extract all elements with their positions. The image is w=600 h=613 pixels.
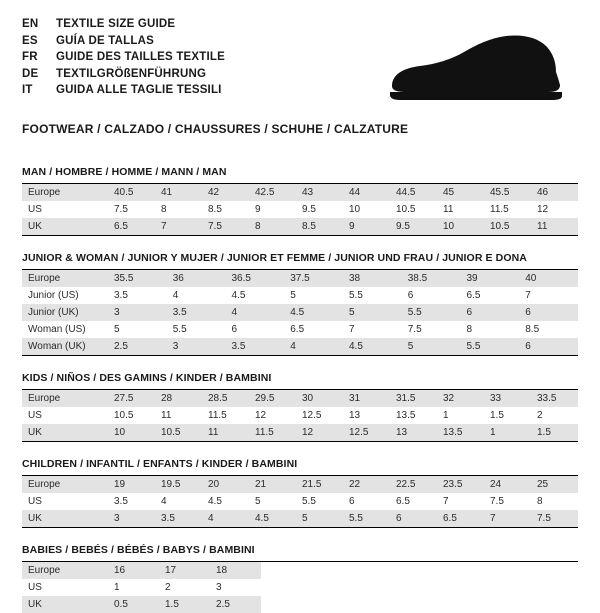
row-label: Europe bbox=[22, 184, 108, 201]
cell: 10.5 bbox=[155, 424, 202, 441]
cell: 6.5 bbox=[437, 510, 484, 527]
cell: 7 bbox=[443, 496, 449, 507]
size-table-kids bbox=[22, 390, 578, 441]
table-row bbox=[22, 476, 578, 493]
section-rule bbox=[22, 235, 578, 236]
size-table-man bbox=[22, 184, 578, 235]
size-table-babies bbox=[22, 562, 578, 613]
language-code: ES bbox=[22, 34, 38, 47]
cell: 10 bbox=[349, 204, 361, 215]
cell: 4.5 bbox=[343, 338, 402, 355]
section-title: JUNIOR & WOMAN / JUNIOR Y MUJER / JUNIOR ET FEMME / JUNIOR UND FRAU / JUNIOR E DONA bbox=[22, 252, 578, 270]
cell: 3.5 bbox=[114, 496, 128, 507]
cell: 33.5 bbox=[531, 390, 578, 407]
cell: 40.5 bbox=[108, 184, 155, 201]
language-title: TEXTILGRÖßENFÜHRUNG bbox=[56, 67, 207, 80]
row-label: Europe bbox=[22, 476, 108, 493]
language-code: IT bbox=[22, 84, 33, 96]
cell: 11 bbox=[531, 218, 578, 235]
cell: 6 bbox=[461, 304, 520, 321]
cell: 9.5 bbox=[302, 204, 316, 215]
cell: 12 bbox=[296, 424, 343, 441]
language-row bbox=[22, 49, 225, 66]
cell: 19.5 bbox=[155, 476, 202, 493]
cell: 22.5 bbox=[390, 476, 437, 493]
cell: 46 bbox=[531, 184, 578, 201]
cell: 11.5 bbox=[249, 424, 296, 441]
cell: 12.5 bbox=[343, 424, 390, 441]
language-row bbox=[22, 16, 225, 33]
cell: 9 bbox=[255, 204, 261, 215]
section-title: BABIES / BEBÉS / BÉBÉS / BABYS / BAMBINI bbox=[22, 544, 578, 562]
cell: 31 bbox=[343, 390, 390, 407]
cell: 13.5 bbox=[396, 410, 416, 421]
row-label: Junior (US) bbox=[28, 290, 79, 301]
size-table-junior-woman bbox=[22, 270, 578, 355]
row-label: UK bbox=[22, 424, 108, 441]
cell-empty bbox=[261, 562, 578, 579]
cell: 8 bbox=[466, 324, 473, 335]
cell: 4 bbox=[161, 496, 167, 507]
cell: 21.5 bbox=[296, 476, 343, 493]
table-row bbox=[22, 321, 578, 338]
cell: 18 bbox=[210, 562, 261, 579]
cell: 3 bbox=[216, 582, 222, 593]
cell: 44.5 bbox=[390, 184, 437, 201]
language-title: GUIDA ALLE TAGLIE TESSILI bbox=[56, 84, 222, 96]
cell: 13.5 bbox=[437, 424, 484, 441]
cell: 11.5 bbox=[208, 410, 227, 421]
cell: 1 bbox=[443, 410, 449, 421]
cell: 38 bbox=[343, 270, 402, 287]
cell: 31.5 bbox=[390, 390, 437, 407]
cell: 3.5 bbox=[226, 338, 285, 355]
table-row bbox=[22, 218, 578, 235]
cell: 12 bbox=[537, 204, 549, 215]
cell: 5 bbox=[255, 496, 261, 507]
section-rule bbox=[22, 441, 578, 442]
cell: 7 bbox=[155, 218, 202, 235]
cell: 1.5 bbox=[159, 596, 210, 613]
cell: 13 bbox=[349, 410, 361, 421]
cell: 6.5 bbox=[108, 218, 155, 235]
language-title: TEXTILE SIZE GUIDE bbox=[56, 18, 176, 30]
cell: 8 bbox=[249, 218, 296, 235]
cell: 17 bbox=[159, 562, 210, 579]
cell: 6 bbox=[349, 496, 355, 507]
section-junior-woman bbox=[22, 252, 578, 356]
cell: 1 bbox=[114, 582, 120, 593]
cell: 20 bbox=[202, 476, 249, 493]
cell: 6.5 bbox=[466, 290, 481, 301]
cell: 9.5 bbox=[390, 218, 437, 235]
cell: 24 bbox=[484, 476, 531, 493]
cell: 13 bbox=[390, 424, 437, 441]
table-row bbox=[22, 201, 578, 218]
cell: 11 bbox=[161, 410, 172, 421]
cell: 5.5 bbox=[302, 496, 316, 507]
cell: 5 bbox=[343, 304, 402, 321]
table-row bbox=[22, 407, 578, 424]
cell: 1.5 bbox=[531, 424, 578, 441]
cell: 5.5 bbox=[172, 324, 187, 335]
cell-empty bbox=[261, 579, 578, 596]
cell: 33 bbox=[484, 390, 531, 407]
row-label: US bbox=[28, 582, 42, 593]
cell: 4.5 bbox=[249, 510, 296, 527]
cell: 7.5 bbox=[114, 204, 128, 215]
language-title-list bbox=[22, 16, 225, 99]
table-row bbox=[22, 270, 578, 287]
cell: 5 bbox=[290, 290, 296, 301]
cell: 2 bbox=[537, 410, 543, 421]
cell: 11 bbox=[443, 204, 454, 215]
cell: 5 bbox=[296, 510, 343, 527]
cell: 3 bbox=[108, 304, 167, 321]
row-label: US bbox=[28, 204, 42, 215]
cell: 3.5 bbox=[155, 510, 202, 527]
cell: 2 bbox=[165, 582, 171, 593]
cell: 5 bbox=[402, 338, 461, 355]
cell: 2.5 bbox=[210, 596, 261, 613]
cell: 1 bbox=[484, 424, 531, 441]
cell: 11 bbox=[202, 424, 249, 441]
table-row bbox=[22, 493, 578, 510]
cell: 10.5 bbox=[114, 410, 134, 421]
cell: 10.5 bbox=[396, 204, 416, 215]
cell: 39 bbox=[461, 270, 520, 287]
cell: 45.5 bbox=[484, 184, 531, 201]
row-label: Woman (US) bbox=[28, 324, 86, 335]
table-row bbox=[22, 338, 578, 355]
cell: 28.5 bbox=[202, 390, 249, 407]
cell: 42.5 bbox=[249, 184, 296, 201]
cell: 40 bbox=[519, 270, 578, 287]
language-title: GUÍA DE TALLAS bbox=[56, 34, 154, 47]
cell: 5 bbox=[114, 324, 120, 335]
row-label: UK bbox=[22, 510, 108, 527]
section-title: MAN / HOMBRE / HOMME / MANN / MAN bbox=[22, 166, 578, 184]
cell: 3 bbox=[167, 338, 226, 355]
cell: 16 bbox=[108, 562, 159, 579]
row-label: Europe bbox=[22, 270, 108, 287]
cell: 6 bbox=[231, 324, 238, 335]
cell: 5.5 bbox=[343, 510, 390, 527]
cell: 5.5 bbox=[349, 290, 363, 301]
table-row bbox=[22, 510, 578, 527]
row-label: US bbox=[28, 410, 42, 421]
cell: 36 bbox=[167, 270, 226, 287]
row-label: Woman (UK) bbox=[22, 338, 108, 355]
language-code: DE bbox=[22, 67, 39, 80]
cell: 36.5 bbox=[226, 270, 285, 287]
cell: 7 bbox=[525, 290, 531, 301]
cell: 32 bbox=[437, 390, 484, 407]
cell: 3.5 bbox=[114, 290, 128, 301]
cell: 44 bbox=[343, 184, 390, 201]
cell: 7.5 bbox=[202, 218, 249, 235]
cell: 1.5 bbox=[490, 410, 504, 421]
table-row bbox=[22, 424, 578, 441]
cell: 4 bbox=[284, 338, 343, 355]
row-label: US bbox=[28, 496, 42, 507]
cell: 5.5 bbox=[402, 304, 461, 321]
cell: 0.5 bbox=[108, 596, 159, 613]
cell: 4 bbox=[172, 290, 179, 301]
language-title: GUIDE DES TAILLES TEXTILE bbox=[56, 51, 225, 63]
cell: 6 bbox=[390, 510, 437, 527]
cell: 29.5 bbox=[249, 390, 296, 407]
language-code: FR bbox=[22, 51, 38, 63]
cell: 10 bbox=[437, 218, 484, 235]
row-label: UK bbox=[22, 596, 108, 613]
section-rule bbox=[22, 527, 578, 528]
cell: 10.5 bbox=[484, 218, 531, 235]
cell: 11.5 bbox=[490, 204, 509, 215]
cell: 5.5 bbox=[461, 338, 520, 355]
cell: 7 bbox=[349, 324, 355, 335]
language-row bbox=[22, 66, 225, 83]
cell: 6.5 bbox=[290, 324, 305, 335]
section-children bbox=[22, 458, 578, 528]
cell: 4.5 bbox=[284, 304, 343, 321]
section-rule bbox=[22, 355, 578, 356]
cell: 3 bbox=[108, 510, 155, 527]
table-row bbox=[22, 184, 578, 201]
cell: 27.5 bbox=[108, 390, 155, 407]
cell: 7.5 bbox=[490, 496, 504, 507]
cell: 23.5 bbox=[437, 476, 484, 493]
section-babies bbox=[22, 544, 578, 613]
cell: 4 bbox=[226, 304, 285, 321]
category-title: FOOTWEAR / CALZADO / CHAUSSURES / SCHUHE / CALZATURE bbox=[22, 122, 409, 136]
cell: 8.5 bbox=[296, 218, 343, 235]
cell: 10 bbox=[108, 424, 155, 441]
row-label: Junior (UK) bbox=[22, 304, 108, 321]
section-man bbox=[22, 166, 578, 236]
cell: 9 bbox=[343, 218, 390, 235]
cell: 8 bbox=[537, 496, 543, 507]
cell: 35.5 bbox=[108, 270, 167, 287]
cell: 4.5 bbox=[208, 496, 222, 507]
table-row bbox=[22, 287, 578, 304]
cell: 7.5 bbox=[531, 510, 578, 527]
section-title: CHILDREN / INFANTIL / ENFANTS / KINDER / BAMBINI bbox=[22, 458, 578, 476]
row-label: Europe bbox=[22, 390, 108, 407]
cell: 6 bbox=[407, 290, 414, 301]
table-row bbox=[22, 390, 578, 407]
cell: 42 bbox=[202, 184, 249, 201]
row-label: UK bbox=[22, 218, 108, 235]
cell: 37.5 bbox=[284, 270, 343, 287]
cell: 30 bbox=[296, 390, 343, 407]
cell: 6 bbox=[519, 338, 578, 355]
cell: 38.5 bbox=[402, 270, 461, 287]
cell: 2.5 bbox=[108, 338, 167, 355]
table-row bbox=[22, 304, 578, 321]
table-row bbox=[22, 562, 578, 579]
table-row bbox=[22, 579, 578, 596]
cell: 41 bbox=[155, 184, 202, 201]
cell: 19 bbox=[108, 476, 155, 493]
cell: 4 bbox=[202, 510, 249, 527]
cell: 3.5 bbox=[167, 304, 226, 321]
document-header bbox=[22, 16, 578, 108]
cell: 6.5 bbox=[396, 496, 410, 507]
language-row bbox=[22, 82, 225, 99]
table-row bbox=[22, 596, 578, 613]
cell: 28 bbox=[155, 390, 202, 407]
cell: 45 bbox=[437, 184, 484, 201]
cell: 8.5 bbox=[525, 324, 540, 335]
cell: 8 bbox=[161, 204, 167, 215]
cell: 7.5 bbox=[407, 324, 422, 335]
cell-empty bbox=[261, 596, 578, 613]
cell: 7 bbox=[484, 510, 531, 527]
language-row bbox=[22, 33, 225, 50]
cell: 43 bbox=[296, 184, 343, 201]
cell: 22 bbox=[343, 476, 390, 493]
cell: 21 bbox=[249, 476, 296, 493]
cell: 12 bbox=[255, 410, 267, 421]
cell: 25 bbox=[531, 476, 578, 493]
cell: 12.5 bbox=[302, 410, 322, 421]
cell: 8.5 bbox=[208, 204, 222, 215]
cell: 6 bbox=[519, 304, 578, 321]
dress-shoe-icon bbox=[380, 30, 570, 108]
section-kids bbox=[22, 372, 578, 442]
size-table-children bbox=[22, 476, 578, 527]
row-label: Europe bbox=[22, 562, 108, 579]
cell: 4.5 bbox=[231, 290, 246, 301]
language-code: EN bbox=[22, 18, 39, 30]
section-title: KIDS / NIÑOS / DES GAMINS / KINDER / BAMBINI bbox=[22, 372, 578, 390]
